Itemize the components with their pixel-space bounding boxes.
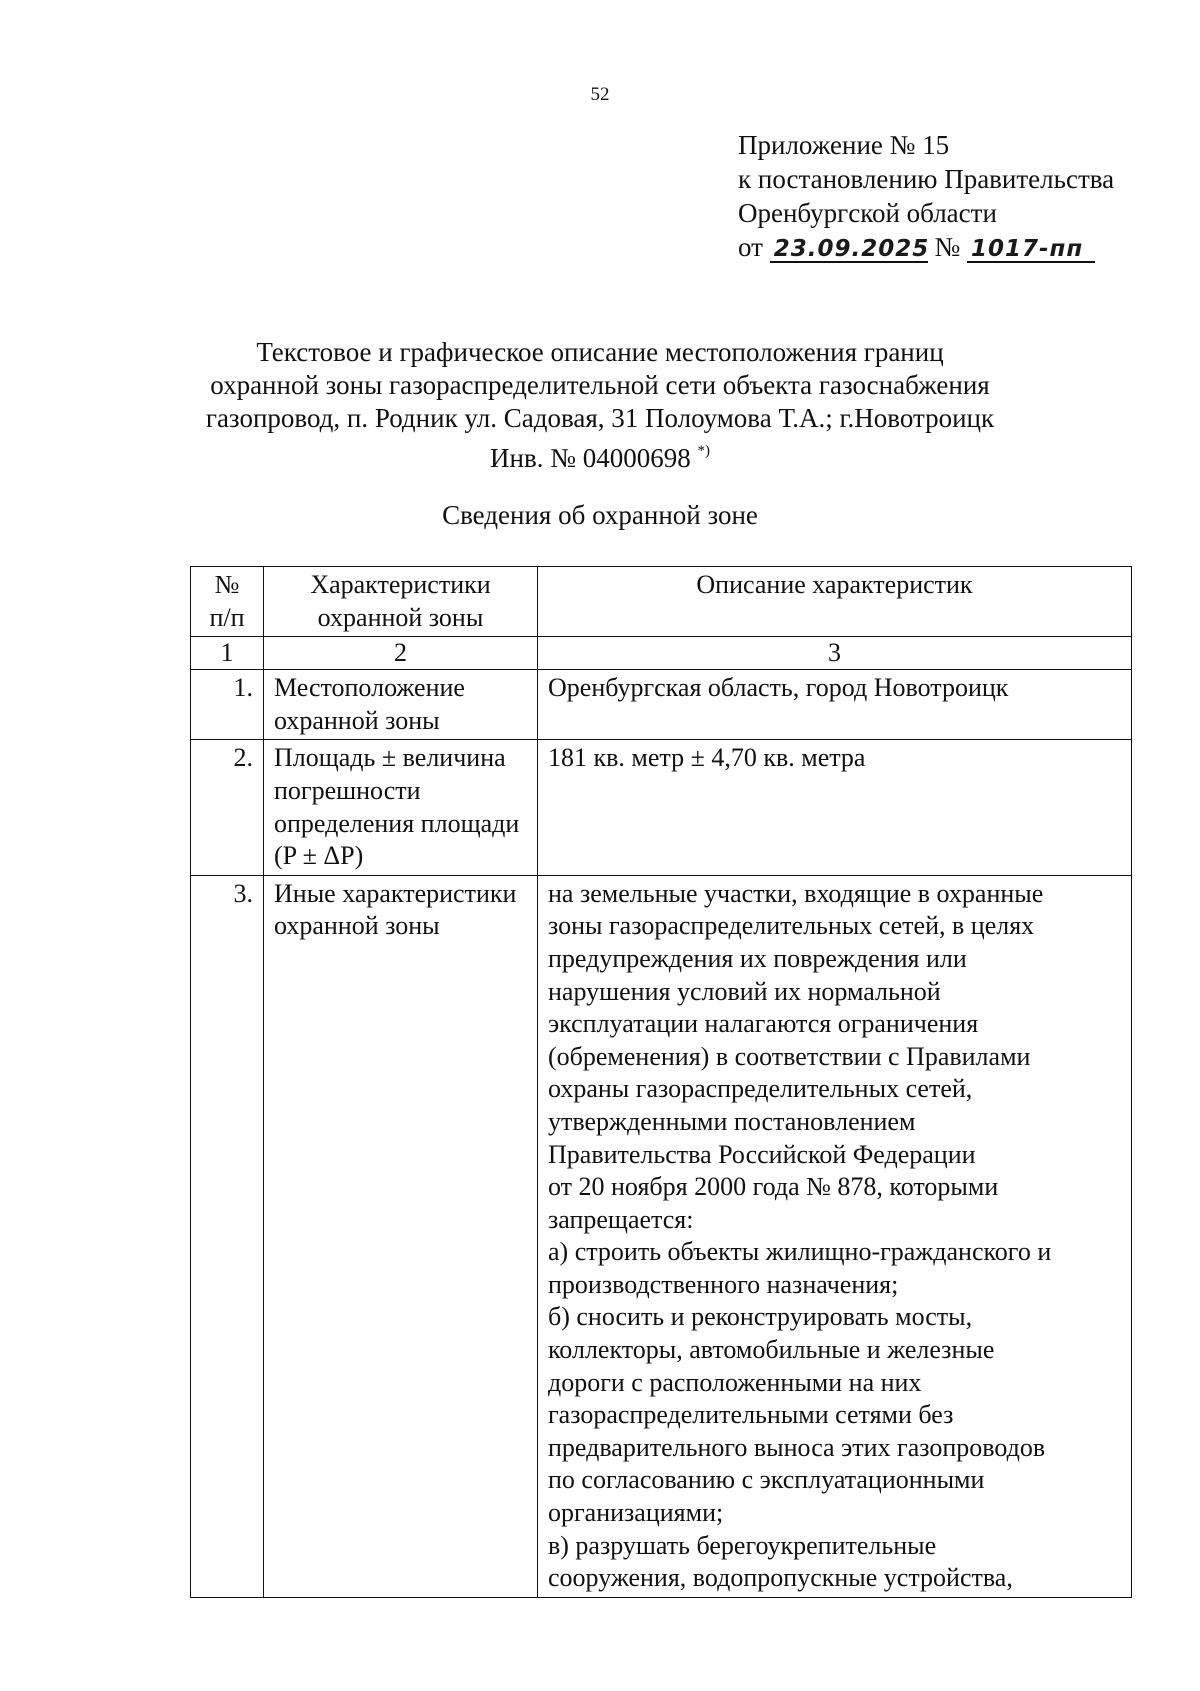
title-line-2: охранной зоны газораспределительной сети объекта газоснабжения: [210, 370, 990, 400]
char-line: (P ± ΔP): [274, 841, 364, 871]
table-row: [191, 740, 1132, 875]
row-number: 3.: [191, 875, 264, 1597]
row-description: [538, 670, 1132, 740]
handwritten-date: 23.09.2025: [770, 237, 928, 263]
row-description: [538, 875, 1132, 1597]
section-subtitle: Сведения об охранной зоне: [442, 500, 758, 530]
desc-line: предварительного выноса этих газопроводов: [548, 1432, 1046, 1462]
desc-line: Правительства Российской Федерации: [548, 1139, 976, 1169]
desc-line: коллекторы, автомобильные и железные: [548, 1335, 995, 1365]
index-cell-1: 1: [191, 637, 264, 670]
desc-line: утвержденными постановлением: [548, 1106, 916, 1136]
desc-line: а) строить объекты жилищно-гражданского и: [548, 1237, 1052, 1267]
desc-line: сооружения, водопропускные устройства,: [548, 1563, 1013, 1593]
document-title: [0, 336, 1200, 475]
char-line: определения площади: [274, 808, 520, 838]
desc-line: организациями;: [548, 1498, 724, 1528]
title-line-3: газопровод, п. Родник ул. Садовая, 31 Полоумова Т.А.; г.Новотроицк: [205, 403, 995, 433]
desc-line: дороги с расположенными на них: [548, 1367, 922, 1397]
index-cell-2: 2: [264, 637, 538, 670]
table-header-row: [191, 567, 1132, 637]
header-characteristics: [264, 567, 538, 637]
appendix-line-2: к постановлению Правительства: [738, 164, 1115, 194]
row-number: 2.: [191, 740, 264, 875]
char-line: Местоположение: [274, 673, 465, 703]
table-row: [191, 670, 1132, 740]
number-prefix: №: [934, 232, 961, 262]
footnote-mark: *): [697, 443, 710, 459]
header-description: Описание характеристик: [538, 567, 1132, 637]
desc-line: (обременения) в соответствии с Правилами: [548, 1041, 1031, 1071]
header-number-line-2: п/п: [209, 602, 245, 632]
desc-line: эксплуатации налагаются ограничения: [548, 1009, 979, 1039]
header-char-line-1: Характеристики: [310, 570, 491, 599]
header-number: [191, 567, 264, 637]
desc-line: предупреждения их повреждения или: [548, 943, 967, 973]
appendix-line-3: Оренбургской области: [738, 198, 997, 228]
desc-line: в) разрушать берегоукрепительные: [548, 1530, 937, 1560]
desc-line: 181 кв. метр ± 4,70 кв. метра: [548, 743, 866, 773]
title-line-4: [0, 435, 1200, 475]
char-line: Площадь ± величина: [274, 743, 506, 773]
desc-line: производственного назначения;: [548, 1269, 899, 1299]
desc-line: газораспределительными сетями без: [548, 1400, 954, 1430]
row-number: 1.: [191, 670, 264, 740]
inventory-number: Инв. № 04000698: [490, 443, 691, 473]
appendix-line-1: Приложение № 15: [738, 130, 950, 160]
char-line: погрешности: [274, 775, 421, 805]
row-characteristic: [264, 875, 538, 1597]
desc-line: от 20 ноября 2000 года № 878, которыми: [548, 1172, 999, 1202]
index-cell-3: 3: [538, 637, 1132, 670]
appendix-block: [738, 128, 1114, 264]
row-description: [538, 740, 1132, 875]
table-index-row: [191, 637, 1132, 670]
zone-info-table: [190, 566, 1132, 1598]
char-line: охранной зоны: [274, 911, 440, 941]
date-prefix: от: [738, 232, 763, 262]
desc-line: Оренбургская область, город Новотроицк: [548, 673, 1009, 703]
header-char-line-2: охранной зоны: [317, 602, 484, 632]
row-characteristic: [264, 670, 538, 740]
appendix-date-line: [738, 230, 1114, 264]
table-row: [191, 875, 1132, 1597]
desc-line: б) сносить и реконструировать мосты,: [548, 1302, 973, 1332]
char-line: Иные характеристики: [274, 878, 517, 908]
desc-line: охраны газораспределительных сетей,: [548, 1074, 973, 1104]
desc-line: нарушения условий их нормальной: [548, 976, 941, 1006]
desc-line: запрещается:: [548, 1204, 694, 1234]
handwritten-number: 1017-пп: [967, 237, 1095, 263]
desc-line: зоны газораспределительных сетей, в целях: [548, 911, 1035, 941]
header-number-line-1: №: [214, 570, 240, 599]
char-line: охранной зоны: [274, 705, 440, 735]
desc-line: на земельные участки, входящие в охранные: [548, 878, 1044, 908]
title-line-1: Текстовое и графическое описание местоположения границ: [256, 337, 944, 367]
page-number: 52: [590, 84, 610, 105]
desc-line: по согласованию с эксплуатационными: [548, 1465, 985, 1495]
row-characteristic: [264, 740, 538, 875]
